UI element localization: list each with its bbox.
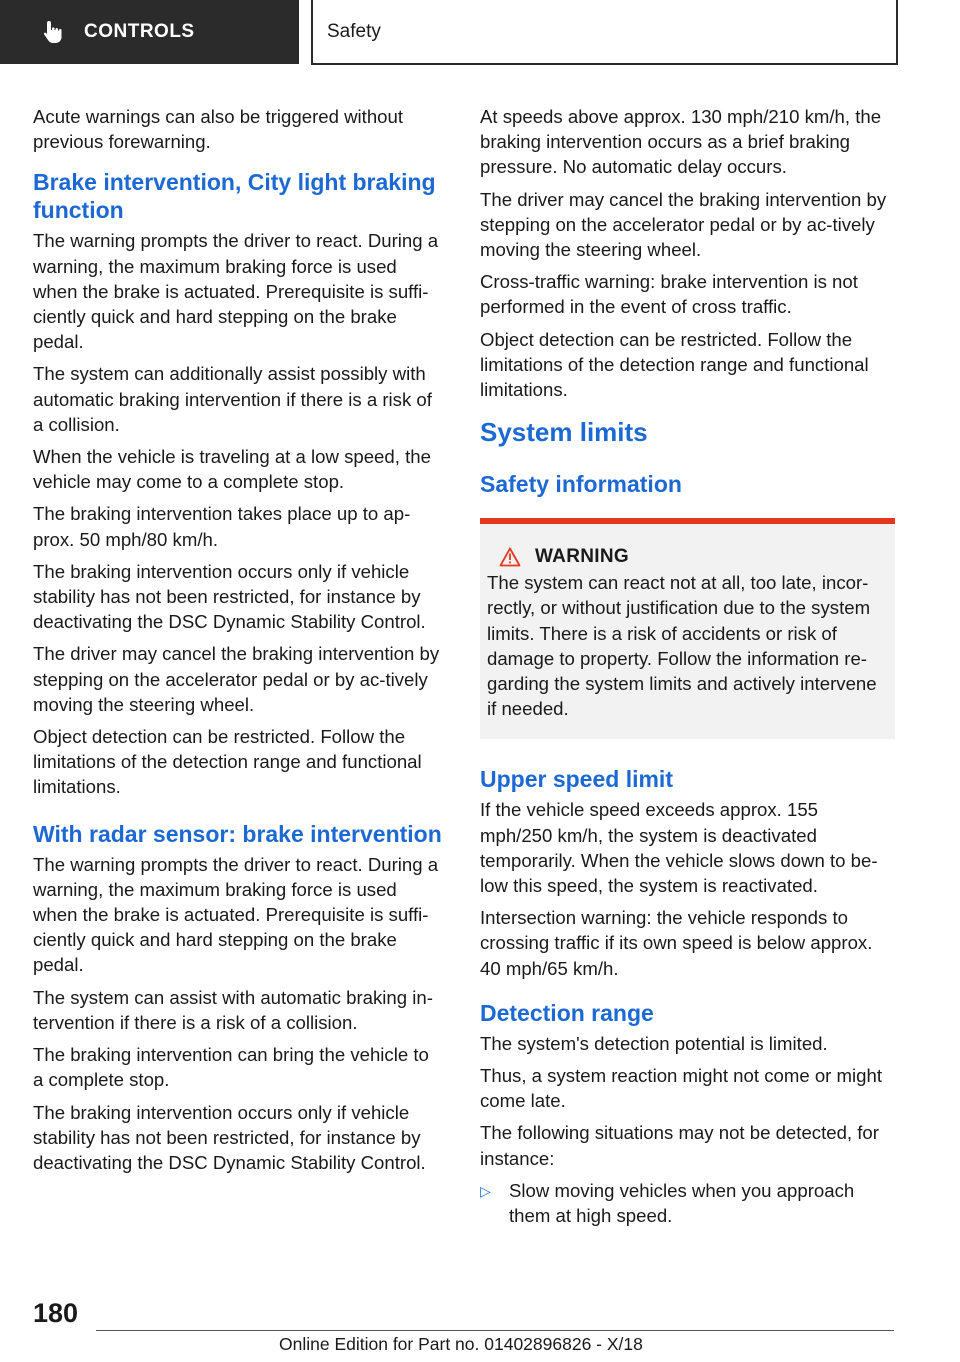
subsection-label: Safety xyxy=(327,20,381,42)
paragraph: The driver may cancel the braking intervention by stepping on the accelerator pedal or by ac‐tively moving the steering wheel. xyxy=(33,643,440,715)
left-column xyxy=(33,104,443,1182)
paragraph: The driver may cancel the braking intervention by stepping on the accelerator pedal or by ac‐tively moving the steering wheel. xyxy=(480,188,887,261)
paragraph: Object detection can be restricted. Follow the limitations of the detection range and functional limitations. xyxy=(480,328,869,401)
subsection-tab xyxy=(311,0,898,65)
triangle-bullet-icon: ▷ xyxy=(480,1182,491,1199)
warning-triangle-icon xyxy=(499,547,521,567)
paragraph: The braking intervention takes place up to ap‐prox. 50 mph/80 km/h. xyxy=(33,503,411,550)
heading-safety-information: Safety information xyxy=(480,471,682,498)
page-header xyxy=(0,0,960,66)
list-item xyxy=(480,1178,895,1228)
paragraph: The system can assist with automatic braking in‐tervention if there is a risk of a collision. xyxy=(33,986,433,1033)
heading-system-limits: System limits xyxy=(480,417,648,448)
list-item-text: Slow moving vehicles when you approach them at high speed. xyxy=(509,1179,855,1227)
paragraph: The system can additionally assist possibly with automatic braking intervention if there is a risk of a collision. xyxy=(33,363,432,435)
paragraph: The braking intervention occurs only if vehicle stability has not been restricted, for instance by deactivating the DSC Dynamic Stability Control. xyxy=(33,560,426,633)
right-column xyxy=(480,104,895,1228)
heading-upper-speed-limit: Upper speed limit xyxy=(480,766,673,793)
paragraph: The braking intervention occurs only if vehicle stability has not been restricted, for instance by deactivating the DSC Dynamic Stability Control. xyxy=(33,1101,426,1173)
paragraph: When the vehicle is traveling at a low speed, the vehicle may come to a complete stop. xyxy=(33,446,431,493)
paragraph: The warning prompts the driver to react. During a warning, the maximum braking force is used when the brake is actuated. Prerequisite is suffi‐ciently quick and hard stepping on the brake pedal. xyxy=(33,853,439,976)
intro-paragraph: Acute warnings can also be triggered without previous forewarning. xyxy=(33,106,404,153)
heading-detection-range: Detection range xyxy=(480,999,654,1026)
paragraph: Object detection can be restricted. Follow the limitations of the detection range and functional limitations. xyxy=(33,726,422,798)
paragraph: Intersection warning: the vehicle responds to crossing traffic if its own speed is below approx. 40 mph/65 km/h. xyxy=(480,907,873,979)
paragraph: The following situations may not be detected, for instance: xyxy=(480,1122,879,1169)
paragraph: Thus, a system reaction might not come or might come late. xyxy=(480,1065,882,1112)
paragraph: The braking intervention can bring the vehicle to a complete stop. xyxy=(33,1044,429,1091)
edition-text: Online Edition for Part no. 01402896826 - X/18 xyxy=(279,1334,643,1354)
heading-brake-city-light: Brake intervention, City light braking function xyxy=(33,169,436,224)
warning-text: The system can react not at all, too late, incor‐rectly, or without justification due to the system limits. There is a risk of accidents or risk of damage to property. Follow the information re‐garding the system limits and actively intervene if needed. xyxy=(487,572,877,720)
heading-radar-brake: With radar sensor: brake intervention xyxy=(33,820,442,847)
warning-box xyxy=(480,518,895,739)
footer-divider xyxy=(96,1330,894,1331)
paragraph: If the vehicle speed exceeds approx. 155 mph/250 km/h, the system is deactivated temporarily. When the vehicle slows down to be‐low this speed, the system is reactivated. xyxy=(480,799,878,897)
warning-header xyxy=(487,546,887,568)
page-number: 180 xyxy=(33,1298,79,1328)
paragraph: The system's detection potential is limited. xyxy=(480,1032,828,1054)
paragraph: At speeds above approx. 130 mph/210 km/h, the braking intervention occurs as a brief braking pressure. No automatic delay occurs. xyxy=(480,106,882,178)
pointing-hand-icon xyxy=(40,19,66,45)
paragraph: The warning prompts the driver to react. During a warning, the maximum braking force is used when the brake is actuated. Prerequisite is suffi‐ciently quick and hard stepping on the brake pedal. xyxy=(33,230,439,353)
warning-title: WARNING xyxy=(535,546,629,568)
paragraph: Cross-traffic warning: brake intervention is not performed in the event of cross traffic. xyxy=(480,271,858,318)
section-label: CONTROLS xyxy=(84,21,195,42)
section-tab xyxy=(0,0,299,64)
